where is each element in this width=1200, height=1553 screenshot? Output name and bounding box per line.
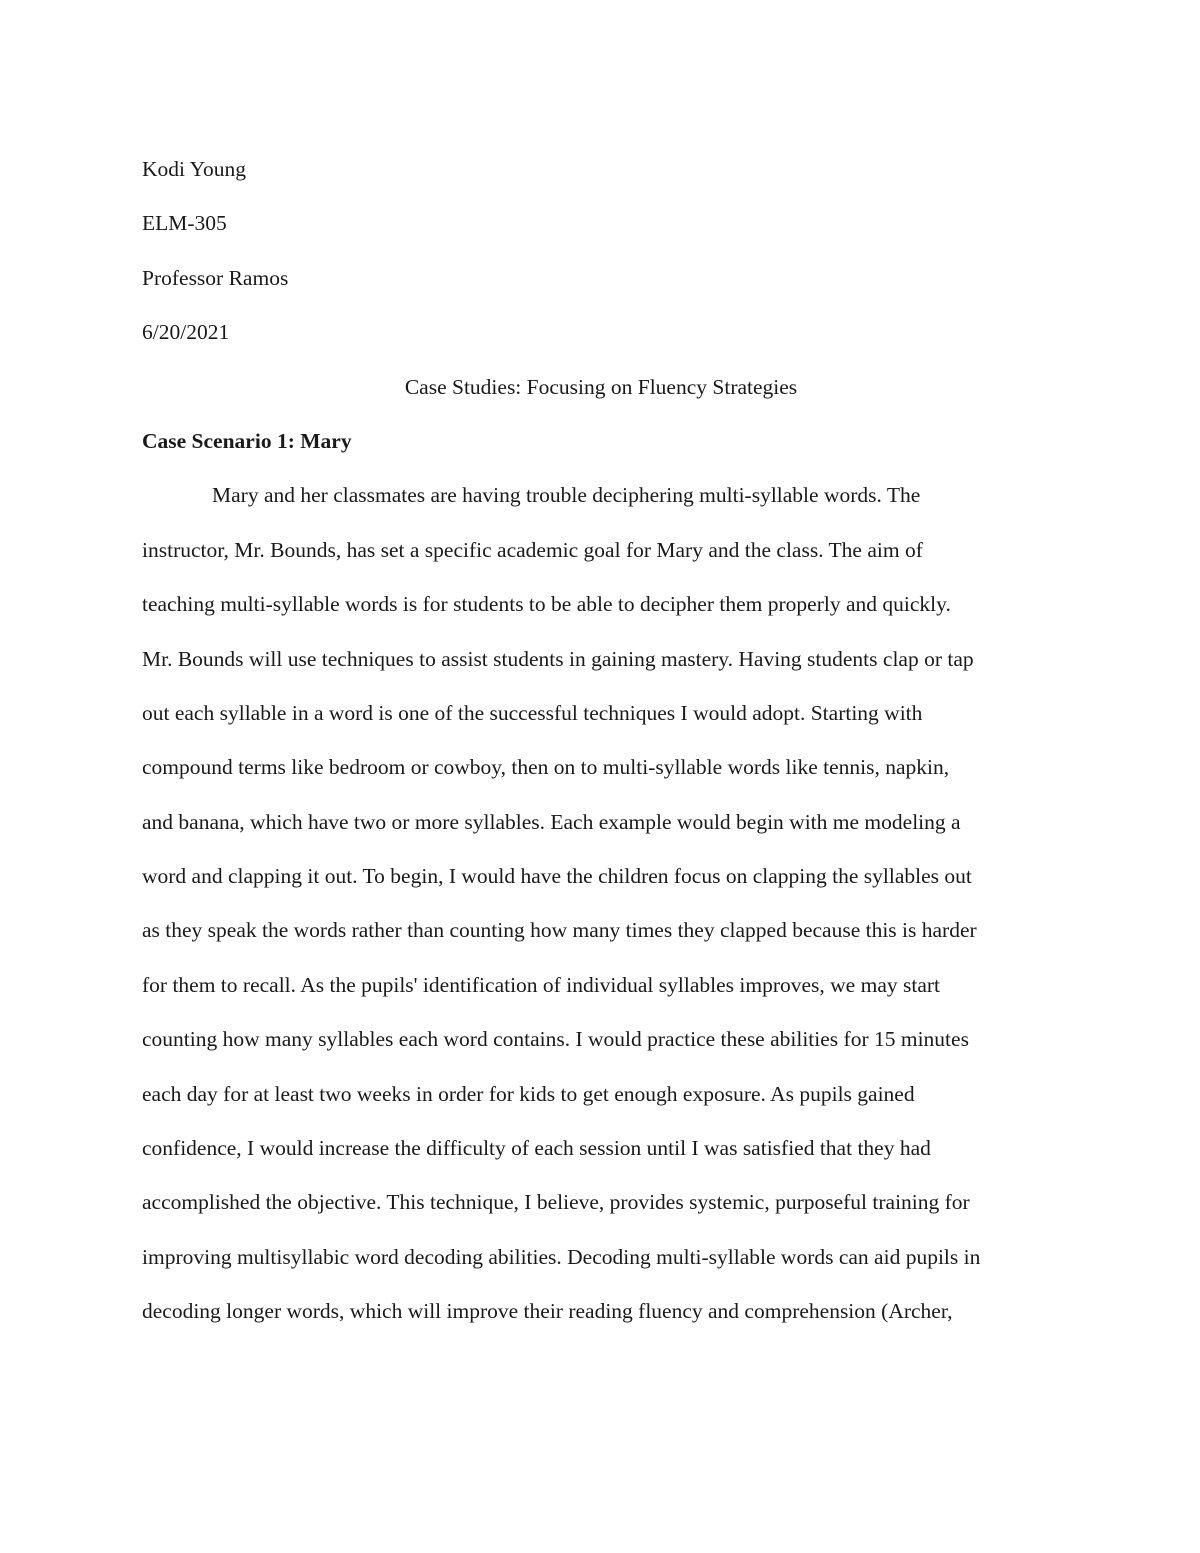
course-code: ELM-305 [142,211,227,236]
paragraph-line: compound terms like bedroom or cowboy, then on to multi-syllable words like tennis, napkin, [142,755,950,780]
paragraph-line: as they speak the words rather than counting how many times they clapped because this is harder [142,918,977,943]
document-body [142,142,1060,1339]
submission-date: 6/20/2021 [142,320,230,345]
paragraph-line: counting how many syllables each word contains. I would practice these abilities for 15 minutes [142,1027,969,1052]
paragraph-line: Mr. Bounds will use techniques to assist students in gaining mastery. Having students clap or tap [142,646,974,671]
author-name: Kodi Young [142,157,246,181]
paragraph-line: word and clapping it out. To begin, I would have the children focus on clapping the syllables out [142,864,972,889]
paragraph-line: improving multisyllabic word decoding abilities. Decoding multi-syllable words can aid pupils in [142,1244,981,1269]
paragraph-line: each day for at least two weeks in order for kids to get enough exposure. As pupils gained [142,1081,915,1106]
paragraph-line: out each syllable in a word is one of the successful techniques I would adopt. Starting with [142,700,923,725]
paragraph-line: Mary and her classmates are having trouble deciphering multi-syllable words. The [212,483,921,508]
paragraph-line: accomplished the objective. This technique, I believe, provides systemic, purposeful training for [142,1190,970,1215]
paragraph-line: decoding longer words, which will improve their reading fluency and comprehension (Archer, [142,1299,953,1324]
paragraph-line: confidence, I would increase the difficulty of each session until I was satisfied that they had [142,1136,931,1161]
professor-name: Professor Ramos [142,265,289,290]
section-heading: Case Scenario 1: Mary [142,428,352,453]
paragraph-line: teaching multi-syllable words is for students to be able to decipher them properly and quickly. [142,592,951,617]
paragraph-line: instructor, Mr. Bounds, has set a specific academic goal for Mary and the class. The aim of [142,537,923,562]
paragraph-line: for them to recall. As the pupils' identification of individual syllables improves, we may start [142,972,941,997]
paragraph-line: and banana, which have two or more syllables. Each example would begin with me modeling a [142,809,961,834]
document-title: Case Studies: Focusing on Fluency Strategies [404,374,798,399]
